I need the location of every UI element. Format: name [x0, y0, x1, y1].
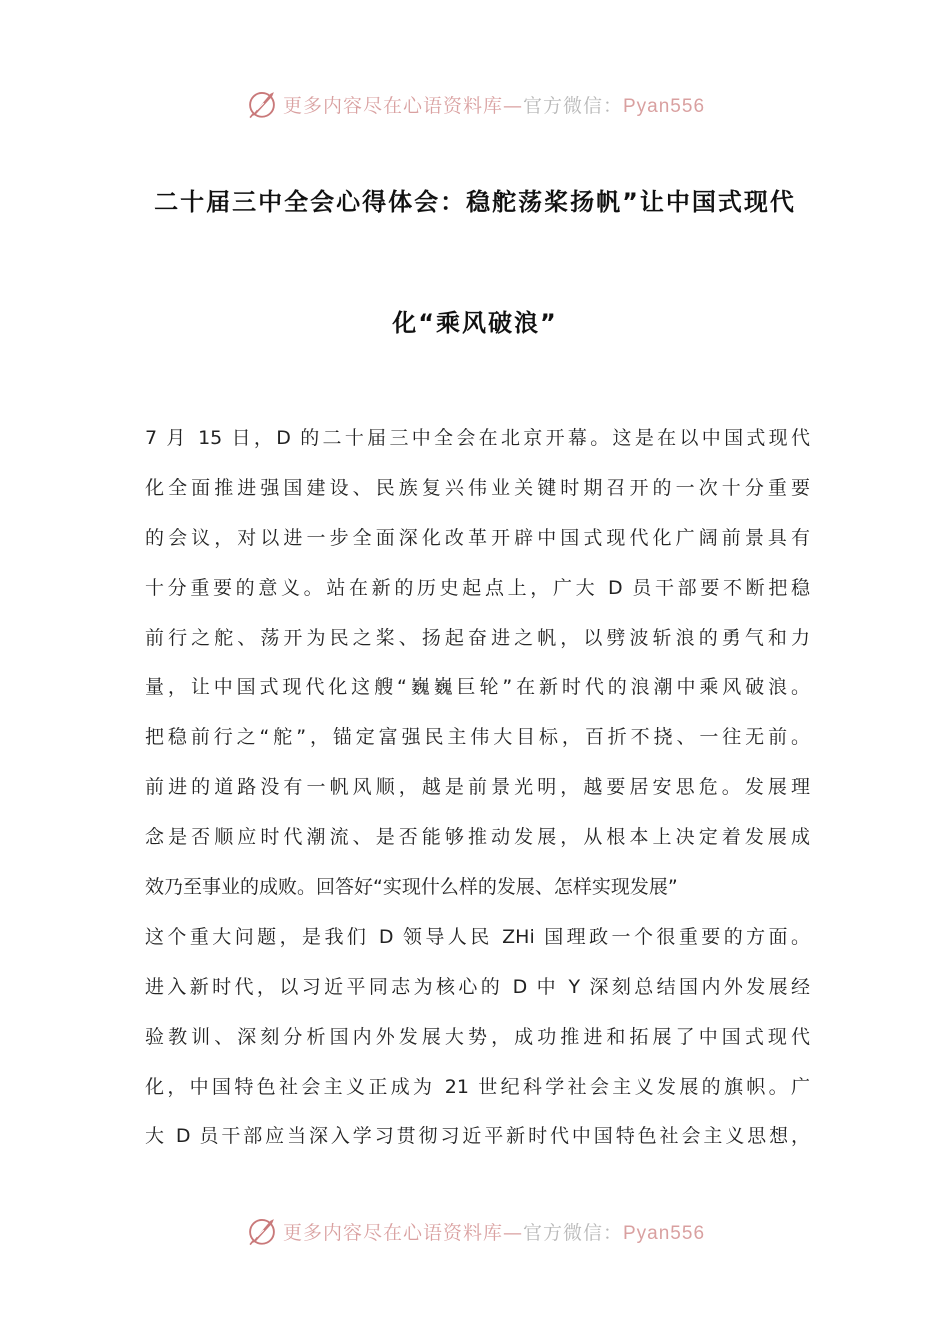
watermark-dash: —	[502, 94, 523, 117]
body-line: 念是否顺应时代潮流、是否能够推动发展，从根本上决定着发展成	[145, 826, 810, 849]
body-line: 的会议，对以进一步全面深化改革开辟中国式现代化广阔前景具有	[145, 526, 810, 549]
document-title-line-1: 二十届三中全会心得体会：稳舵荡桨扬帆”让中国式现代	[154, 188, 796, 216]
body-line: 化全面推进强国建设、民族复兴伟业关键时期召开的一次十分重要	[145, 476, 810, 499]
watermark-contact-label: 官方微信：	[522, 1221, 623, 1244]
body-line: 十分重要的意义。站在新的历史起点上，广大 D 员干部要不断把稳	[145, 576, 810, 599]
watermark-banner-bottom	[0, 1211, 950, 1251]
watermark-dash: —	[502, 1221, 523, 1244]
body-line: 化，中国特色社会主义正成为 21 世纪科学社会主义发展的旗帜。广	[145, 1075, 810, 1098]
body-line: 量，让中国式现代化这艘“巍巍巨轮”在新时代的浪潮中乘风破浪。	[145, 676, 810, 699]
body-line: 前进的道路没有一帆风顺，越是前景光明，越要居安思危。发展理	[145, 776, 810, 799]
watermark-contact-label: 官方微信：	[522, 94, 623, 117]
body-line: 进入新时代，以习近平同志为核心的 D 中 Y 深刻总结国内外发展经	[145, 975, 810, 998]
watermark-text	[283, 1218, 705, 1245]
watermark-site-text: 更多内容尽在心语资料库	[282, 1221, 503, 1244]
body-line: 前行之舵、荡开为民之桨、扬起奋进之帆，以劈波斩浪的勇气和力	[145, 626, 810, 649]
body-line: 验教训、深刻分析国内外发展大势，成功推进和拓展了中国式现代	[145, 1025, 810, 1048]
body-line: 把稳前行之“舵”，锚定富强民主伟大目标，百折不挠、一往无前。	[145, 726, 810, 749]
body-line: 这个重大问题，是我们 D 领导人民 ZHi 国理政一个很重要的方面。	[145, 925, 810, 948]
document-body	[145, 414, 810, 1162]
document-title-line-2: 化“乘风破浪”	[392, 309, 558, 337]
body-line: 效乃至事业的成败。回答好“实现什么样的发展、怎样实现发展”	[145, 876, 678, 899]
body-line: 7 月 15 日，D 的二十届三中全会在北京开幕。这是在以中国式现代	[145, 427, 810, 449]
watermark-banner-top	[0, 84, 950, 124]
watermark-wechat-id: Pyan556	[623, 1222, 706, 1244]
watermark-text	[283, 91, 705, 118]
watermark-wechat-id: Pyan556	[623, 95, 706, 117]
quill-pen-logo-icon	[245, 87, 279, 121]
body-line: 大 D 员干部应当深入学习贯彻习近平新时代中国特色社会主义思想，	[145, 1125, 810, 1148]
quill-pen-logo-icon	[245, 1214, 279, 1248]
watermark-site-text: 更多内容尽在心语资料库	[282, 94, 503, 117]
